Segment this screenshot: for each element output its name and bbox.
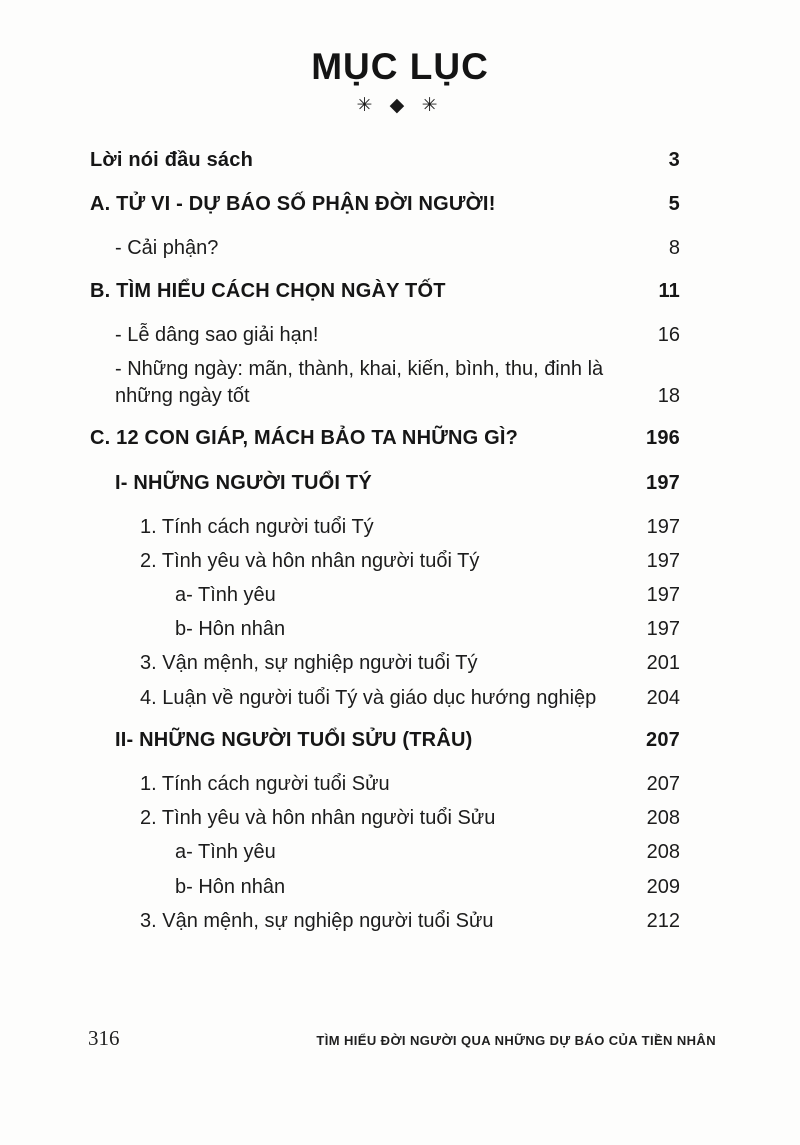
toc-entry [90,650,680,677]
toc-entry-page: 8 [668,237,680,260]
toc-entry-page: 207 [646,773,680,795]
toc-entry-page: 208 [646,841,680,864]
toc-entry-page: 201 [646,652,680,675]
toc-entry [90,839,680,866]
toc-entry-title: I- NHỮNG NGƯỜI TUỔI TÝ [115,471,372,494]
toc-entry [90,278,680,305]
toc-entry-title: 3. Vận mệnh, sự nghiệp người tuổi Tý [140,652,478,675]
toc-entry-page: 212 [646,909,680,932]
toc-entry-page: 197 [646,618,680,641]
toc-entry [90,582,680,609]
toc-entry-title: b- Hôn nhân [175,875,286,898]
toc-entry-title: a- Tình yêu [175,841,276,864]
toc-entry-title: - Lễ dâng sao giải hạn! [115,323,319,346]
toc-entry-title: a- Tình yêu [175,584,276,607]
toc-entry-page: 197 [646,584,680,607]
toc-entry [90,322,680,349]
toc-entry [90,908,680,935]
toc-entry-title: - Cải phận? [115,237,219,260]
toc-entry [90,685,680,712]
toc-entry-title: 4. Luận về người tuổi Tý và giáo dục hướng nghiệp [140,686,597,709]
toc-entry-title: B. TÌM HIỂU CÁCH CHỌN NGÀY TỐT [90,279,446,302]
ornament-divider: ✳ ◆ ✳ [356,95,444,116]
toc-entry-title: 2. Tình yêu và hôn nhân người tuổi Sửu [140,807,496,830]
footer-running-title: TÌM HIỂU ĐỜI NGƯỜI QUA NHỮNG DỰ BÁO CỦA TIỀN NHÂN [316,1033,716,1048]
toc-entry-page: 196 [646,427,680,450]
toc-entry [90,470,680,497]
toc-entry [90,727,680,754]
toc-entry [90,514,680,541]
toc-entry-page: 207 [646,728,680,751]
toc-entry [90,147,680,174]
toc-entry-title: 2. Tình yêu và hôn nhân người tuổi Tý [140,549,480,572]
toc-list [0,147,800,935]
toc-entry-page: 3 [668,149,680,171]
toc-entry-title: C. 12 CON GIÁP, MÁCH BẢO TA NHỮNG GÌ? [90,427,519,450]
toc-entry-page: 197 [646,471,680,494]
toc-entry-title: A. TỬ VI - DỰ BÁO SỐ PHẬN ĐỜI NGƯỜI! [90,193,496,216]
toc-entry-title: Lời nói đầu sách [90,149,253,171]
toc-entry-page: 16 [657,323,680,346]
toc-entry-title: - Những ngày: mãn, thành, khai, kiến, bình, thu, đinh là những ngày tốt [115,357,604,408]
footer-page-number: 316 [88,1026,120,1050]
toc-entry [90,235,680,262]
page-footer [0,1026,800,1051]
toc-entry [90,356,680,410]
toc-entry-page: 197 [646,549,680,572]
toc-entry [90,425,680,452]
page-title: MỤC LỤC [311,46,489,87]
toc-entry-page: 5 [668,193,680,216]
toc-entry [90,191,680,218]
toc-entry [90,616,680,643]
toc-entry [90,874,680,901]
toc-entry-page: 204 [646,686,680,709]
toc-entry-title: b- Hôn nhân [175,618,286,641]
toc-entry [90,771,680,798]
toc-entry [90,805,680,832]
toc-entry-page: 208 [646,807,680,830]
toc-entry-page: 209 [646,875,680,898]
toc-entry-page: 197 [646,515,680,538]
toc-entry-page: 11 [658,279,680,302]
toc-entry-title: 1. Tính cách người tuổi Tý [140,515,374,538]
toc-entry-page: 18 [657,385,680,408]
toc-entry [90,548,680,575]
toc-entry-title: 1. Tính cách người tuổi Sửu [140,773,390,795]
toc-entry-title: II- NHỮNG NGƯỜI TUỔI SỬU (TRÂU) [115,728,473,751]
toc-entry-title: 3. Vận mệnh, sự nghiệp người tuổi Sửu [140,909,494,932]
